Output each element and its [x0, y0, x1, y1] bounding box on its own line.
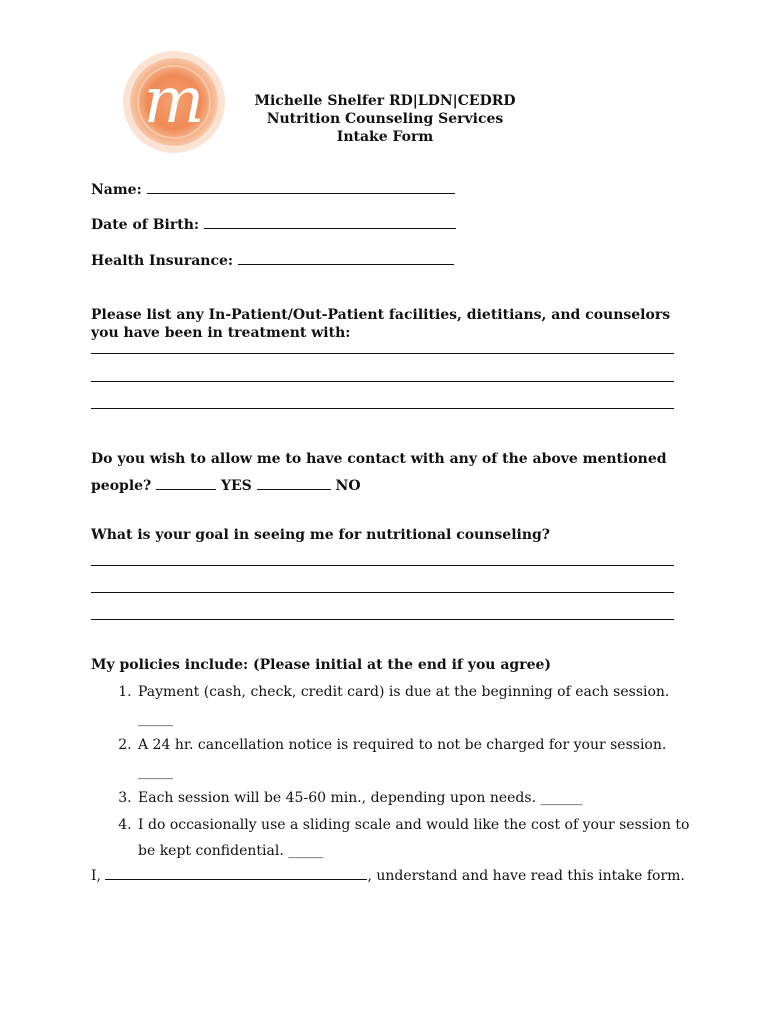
yes-label: YES: [221, 478, 252, 494]
logo-m-icon: [122, 50, 226, 154]
contact-question: [91, 446, 681, 500]
treatment-line[interactable]: [91, 381, 674, 382]
affirmation-start: I,: [91, 868, 101, 884]
practitioner-name: Michelle Shelfer RD|LDN|CEDRD: [254, 93, 516, 109]
dob-label: Date of Birth:: [91, 217, 200, 233]
name-label: Name:: [91, 182, 142, 198]
treatment-prompt: Please list any In-Patient/Out-Patient facilities, dietitians, and counselors you have been in treatment with:: [91, 307, 671, 341]
logo: [122, 50, 226, 154]
name-field[interactable]: [147, 182, 455, 194]
form-title: Intake Form: [336, 129, 434, 145]
insurance-label: Health Insurance:: [91, 253, 234, 269]
affirmation-line: [91, 868, 685, 884]
dob-row: [91, 217, 456, 233]
policy-item: 1. Payment (cash, check, credit card) is due at the beginning of each session. _____: [136, 679, 691, 732]
treatment-line[interactable]: [91, 408, 674, 409]
goal-line[interactable]: [91, 619, 674, 620]
name-row: [91, 182, 455, 198]
contact-question-text: Do you wish to allow me to have contact with any of the above mentioned people?: [91, 451, 667, 494]
policies-list: [91, 679, 691, 865]
yes-blank[interactable]: [156, 478, 216, 490]
form-header: [230, 92, 540, 146]
affirmation-end: , understand and have read this intake form.: [367, 868, 685, 884]
insurance-row: [91, 253, 454, 269]
policy-item: 2. A 24 hr. cancellation notice is required to not be charged for your session. _____: [136, 732, 691, 785]
policy-item: 4. I do occasionally use a sliding scale and would like the cost of your session to be kept confidential. _____: [136, 812, 691, 865]
no-label: NO: [335, 478, 361, 494]
policies-section: [91, 657, 691, 865]
signature-field[interactable]: [105, 868, 367, 880]
policies-title: My policies include: (Please initial at the end if you agree): [91, 657, 552, 673]
treatment-line[interactable]: [91, 353, 674, 354]
policy-item: 3. Each session will be 45-60 min., depending upon needs. ______: [136, 785, 691, 812]
service-name: Nutrition Counseling Services: [266, 111, 504, 127]
insurance-field[interactable]: [238, 253, 454, 265]
svg-text:m: m: [143, 64, 205, 138]
no-blank[interactable]: [257, 478, 331, 490]
dob-field[interactable]: [204, 217, 456, 229]
goal-question: What is your goal in seeing me for nutritional counseling?: [91, 527, 551, 543]
goal-line[interactable]: [91, 565, 674, 566]
goal-line[interactable]: [91, 592, 674, 593]
